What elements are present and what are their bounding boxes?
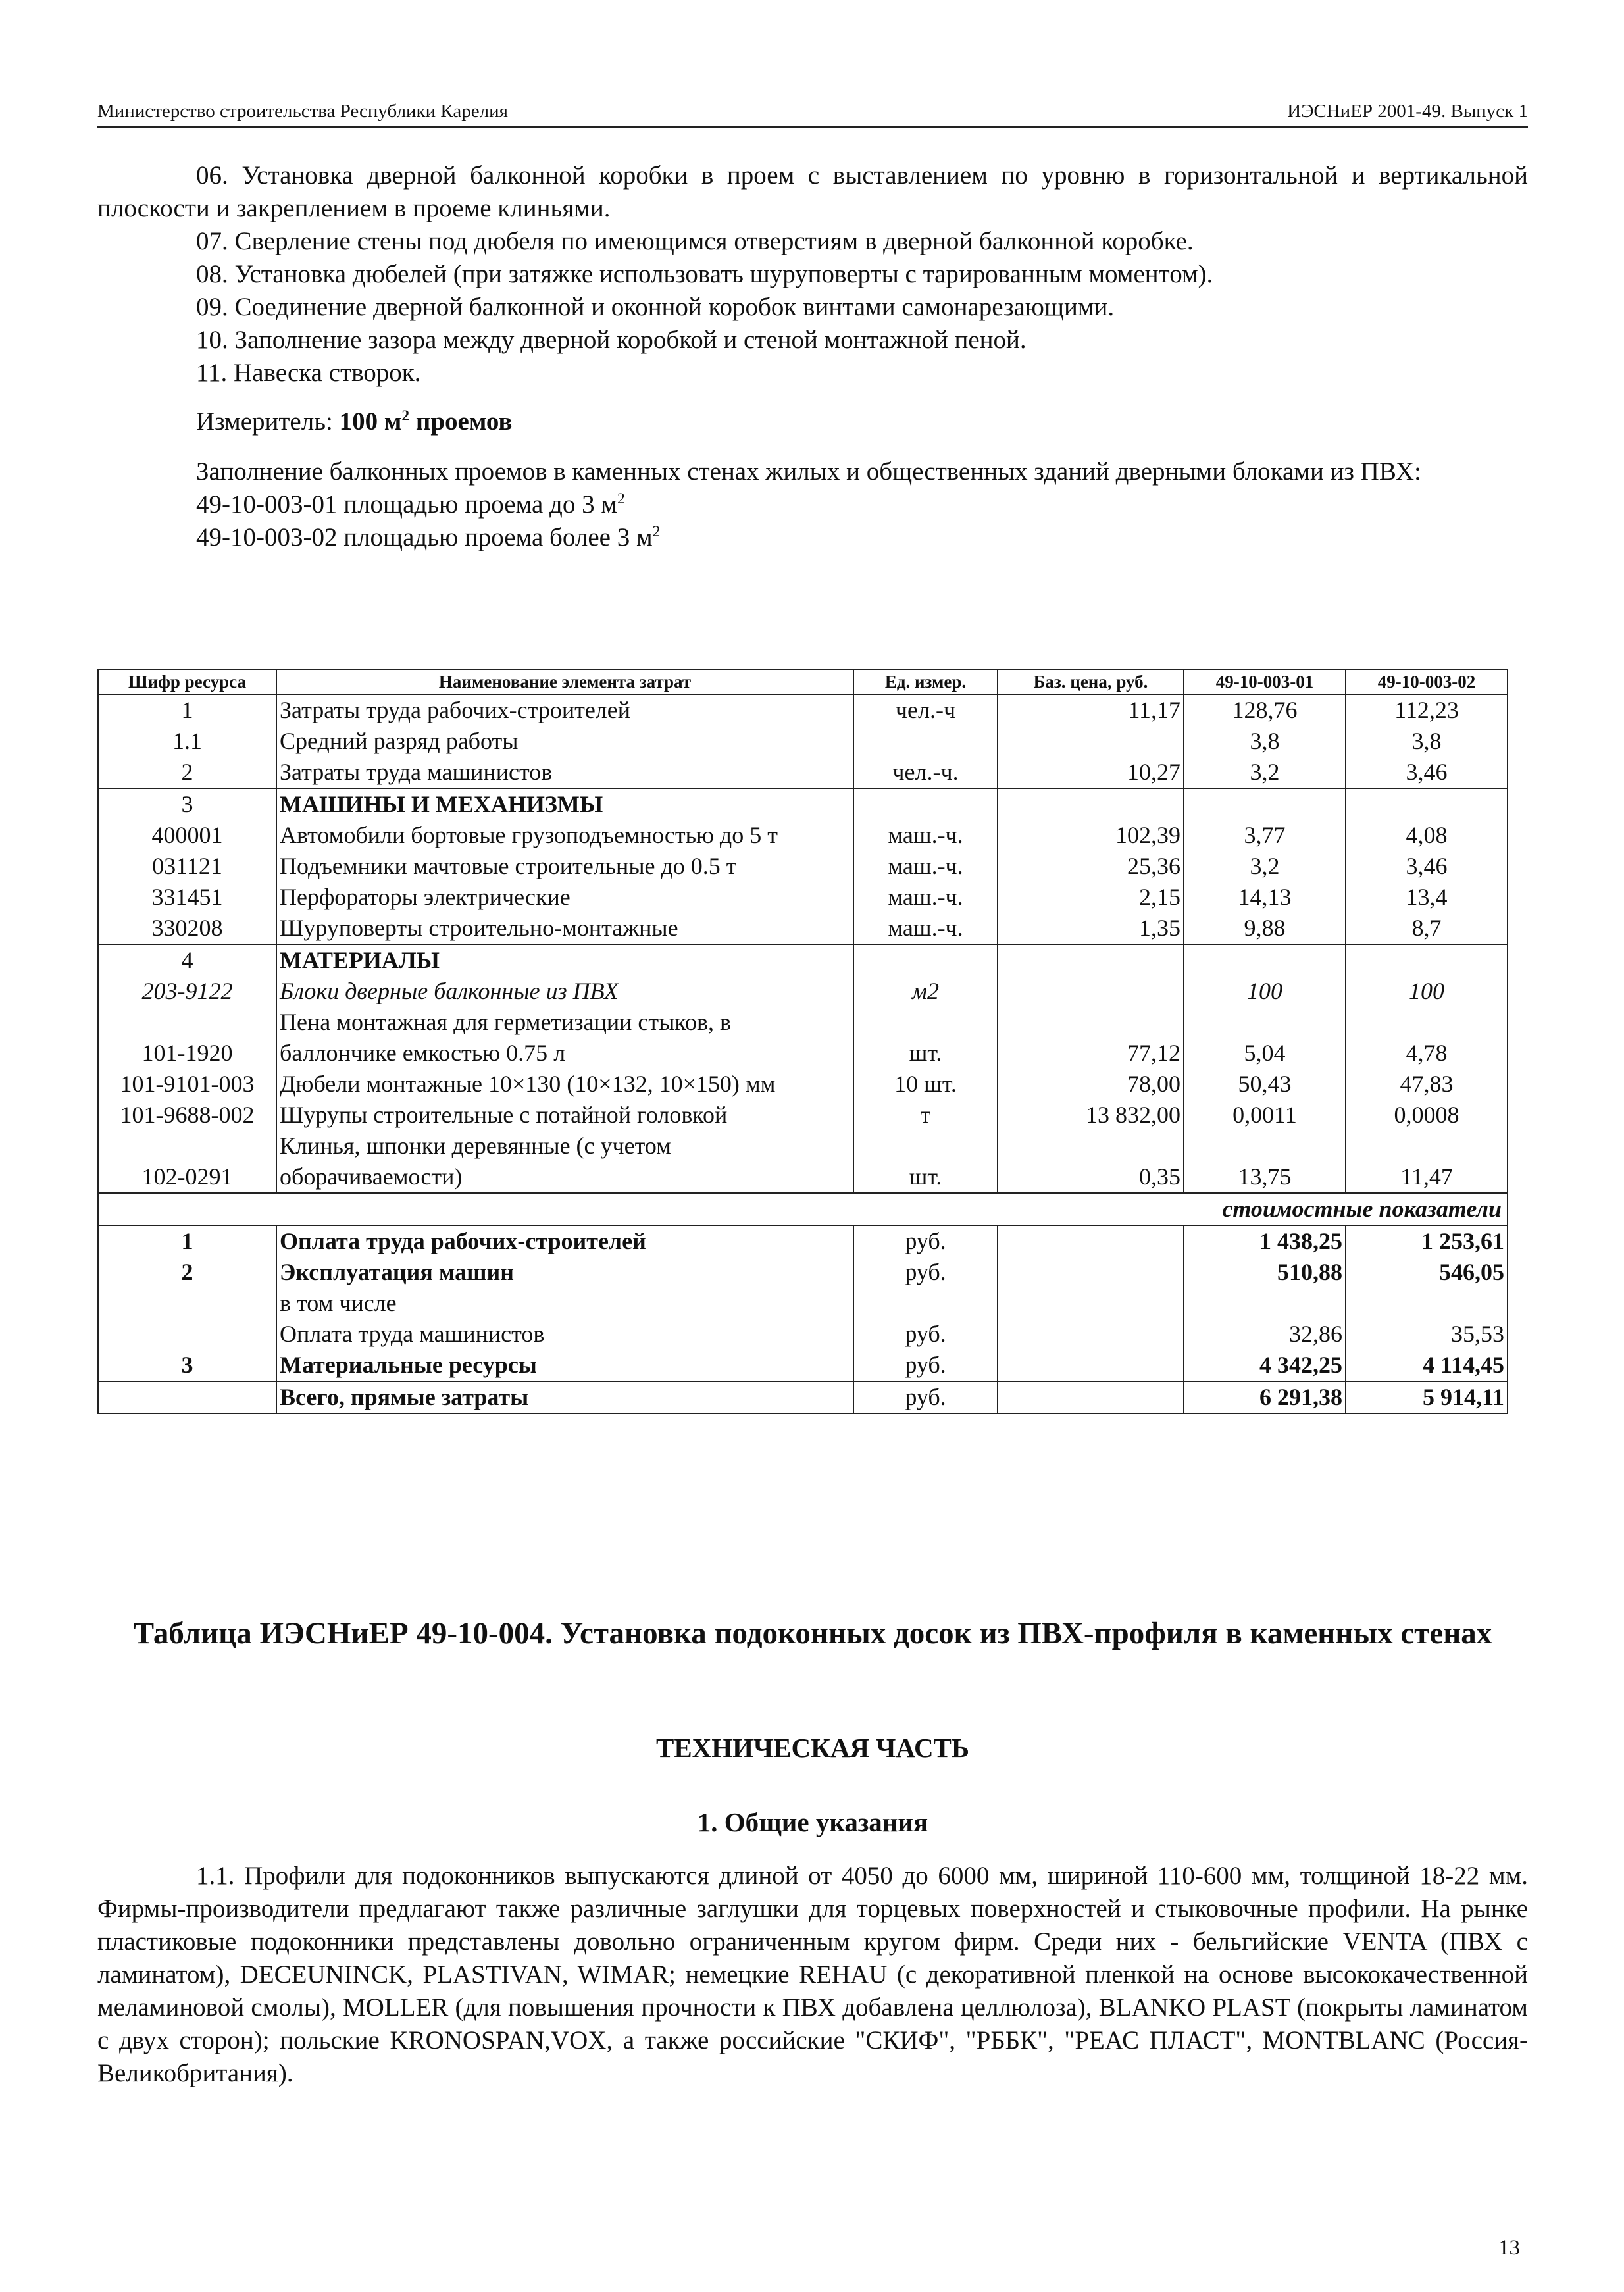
table-cell: 4,78: [1346, 1007, 1508, 1069]
tech-part-heading: ТЕХНИЧЕСКАЯ ЧАСТЬ: [655, 1733, 970, 1763]
code-line-02: 49-10-003-02 площадью проема более 3 $м^2$: [196, 523, 661, 551]
table-cell: руб.: [853, 1225, 998, 1257]
table-cell: 203-9122: [98, 976, 276, 1007]
table-cell: Клинья, шпонки деревянные (с учетом оборачиваемости): [276, 1131, 853, 1193]
table-cell: Шурупы строительные с потайной головкой: [276, 1100, 853, 1131]
table-cell: 2: [98, 1257, 276, 1288]
table-cell: 13,4: [1346, 882, 1508, 913]
table-cell: шт.: [853, 1131, 998, 1193]
table-cell: 3: [98, 1350, 276, 1381]
table-cell: [98, 1319, 276, 1350]
table-cell: 77,12: [998, 1007, 1184, 1069]
table-cell: 330208: [98, 913, 276, 944]
table-cell: Оплата труда машинистов: [276, 1319, 853, 1350]
table-cell: 3,2: [1184, 851, 1346, 882]
table-row: [98, 851, 1508, 882]
measure-line: [97, 405, 1528, 438]
cost-row: [98, 1319, 1508, 1350]
table-cell: 3: [98, 788, 276, 820]
table-cell: МАШИНЫ И МЕХАНИЗМЫ: [276, 788, 853, 820]
table-cell: Эксплуатация машин: [276, 1257, 853, 1288]
table-cell: 1: [98, 1225, 276, 1257]
section-title: Таблица ИЭСНиЕР 49-10-004. Установка подоконных досок из ПВХ-профиля в каменных стенах: [133, 1616, 1492, 1650]
table-cell: [998, 788, 1184, 820]
table-cell: руб.: [853, 1319, 998, 1350]
table-cell: 128,76: [1184, 694, 1346, 726]
table-cell: маш.-ч.: [853, 882, 998, 913]
cost-caption: стоимостные показатели: [98, 1193, 1508, 1225]
table-cell: 0,0008: [1346, 1100, 1508, 1131]
table-cell: 101-9101-003: [98, 1069, 276, 1100]
table-cell: Дюбели монтажные 10×130 (10×132, 10×150) мм: [276, 1069, 853, 1100]
table-cell: 546,05: [1346, 1257, 1508, 1288]
table-cell: 2: [98, 757, 276, 788]
table-row: [98, 913, 1508, 944]
table-cell: 100: [1346, 976, 1508, 1007]
table-cell: [998, 1257, 1184, 1288]
table-cell: 5 914,11: [1346, 1381, 1508, 1413]
cost-caption-row: [98, 1193, 1508, 1225]
table-row: [98, 820, 1508, 851]
resource-table: [97, 669, 1508, 1414]
table-cell: [998, 944, 1184, 976]
table-cell: [998, 976, 1184, 1007]
table-cell: 13 832,00: [998, 1100, 1184, 1131]
table-cell: 1 253,61: [1346, 1225, 1508, 1257]
table-cell: 1: [98, 694, 276, 726]
table-cell: 102,39: [998, 820, 1184, 851]
table-row: [98, 694, 1508, 726]
table-cell: 102-0291: [98, 1131, 276, 1193]
table-cell: маш.-ч.: [853, 820, 998, 851]
table-row: [98, 976, 1508, 1007]
table-cell: Оплата труда рабочих-строителей: [276, 1225, 853, 1257]
table-cell: 50,43: [1184, 1069, 1346, 1100]
table-cell: 4 342,25: [1184, 1350, 1346, 1381]
table-cell: 9,88: [1184, 913, 1346, 944]
code-line-01: 49-10-003-01 площадью проема до 3 $м^2$: [196, 490, 625, 519]
step-06: 06. Установка дверной балконной коробки в проем с выставлением по уровню в горизонтальной и вертикальной плоскости и закреплением в проеме клиньями.: [97, 161, 1528, 222]
col-header-name: Наименование элемента затрат: [276, 669, 853, 694]
table-cell: 4: [98, 944, 276, 976]
table-cell: 0,35: [998, 1131, 1184, 1193]
table-cell: т: [853, 1100, 998, 1131]
table-cell: [1184, 1288, 1346, 1319]
table-row: [98, 1131, 1508, 1193]
table-cell: 331451: [98, 882, 276, 913]
table-cell: МАТЕРИАЛЫ: [276, 944, 853, 976]
table-cell: руб.: [853, 1257, 998, 1288]
table-cell: 100: [1184, 976, 1346, 1007]
table-row: [98, 757, 1508, 788]
table-row: [98, 882, 1508, 913]
step-11: 11. Навеска створок.: [196, 359, 421, 387]
table-row: [98, 1069, 1508, 1100]
work-steps-section: [97, 159, 1528, 554]
table-cell: 101-9688-002: [98, 1100, 276, 1131]
table-cell: маш.-ч.: [853, 851, 998, 882]
table-cell: м2: [853, 976, 998, 1007]
table-cell: [998, 1319, 1184, 1350]
col-header-code-01: 49-10-003-01: [1184, 669, 1346, 694]
table-cell: 2,15: [998, 882, 1184, 913]
table-cell: 400001: [98, 820, 276, 851]
table-cell: [998, 1225, 1184, 1257]
table-cell: [1184, 944, 1346, 976]
table-cell: 031121: [98, 851, 276, 882]
table-cell: 8,7: [1346, 913, 1508, 944]
table-cell: 11,17: [998, 694, 1184, 726]
table-cell: [853, 726, 998, 757]
table-cell: 5,04: [1184, 1007, 1346, 1069]
table-cell: 78,00: [998, 1069, 1184, 1100]
table-cell: руб.: [853, 1381, 998, 1413]
table-cell: [998, 1381, 1184, 1413]
table-cell: [98, 1288, 276, 1319]
table-row-materials-heading: [98, 944, 1508, 976]
table-cell: в том числе: [276, 1288, 853, 1319]
table-cell: [998, 1288, 1184, 1319]
table-cell: 1 438,25: [1184, 1225, 1346, 1257]
table-cell: 35,53: [1346, 1319, 1508, 1350]
table-cell: 4 114,45: [1346, 1350, 1508, 1381]
cost-row: [98, 1288, 1508, 1319]
table-cell: руб.: [853, 1350, 998, 1381]
table-cell: Подъемники мачтовые строительные до 0.5 т: [276, 851, 853, 882]
measure-label: Измеритель:: [196, 407, 333, 436]
table-cell: [998, 726, 1184, 757]
table-cell: Автомобили бортовые грузоподъемностью до 5 т: [276, 820, 853, 851]
col-header-unit: Ед. измер.: [853, 669, 998, 694]
table-cell: [98, 1381, 276, 1413]
table-cell: 11,47: [1346, 1131, 1508, 1193]
table-cell: [1346, 788, 1508, 820]
table-cell: Средний разряд работы: [276, 726, 853, 757]
table-cell: [1346, 1288, 1508, 1319]
col-header-code: Шифр ресурса: [98, 669, 276, 694]
table-cell: 10,27: [998, 757, 1184, 788]
table-cell: [853, 944, 998, 976]
table-cell: Затраты труда рабочих-строителей: [276, 694, 853, 726]
table-cell: 47,83: [1346, 1069, 1508, 1100]
table-cell: [1184, 788, 1346, 820]
table-header-row: [98, 669, 1508, 694]
cost-row: [98, 1350, 1508, 1381]
table-cell: чел.-ч: [853, 694, 998, 726]
step-07: 07. Сверление стены под дюбеля по имеющимся отверстиям в дверной балконной коробке.: [196, 227, 1194, 255]
table-cell: 101-1920: [98, 1007, 276, 1069]
step-10: 10. Заполнение зазора между дверной коробкой и стеной монтажной пеной.: [196, 326, 1027, 354]
table-cell: Блоки дверные балконные из ПВХ: [276, 976, 853, 1007]
header-ministry: Министерство строительства Республики Карелия: [97, 101, 508, 122]
table-row: [98, 1100, 1508, 1131]
table-cell: 510,88: [1184, 1257, 1346, 1288]
table-cell: Пена монтажная для герметизации стыков, в баллончике емкостью 0.75 л: [276, 1007, 853, 1069]
table-cell: 10 шт.: [853, 1069, 998, 1100]
col-header-code-02: 49-10-003-02: [1346, 669, 1508, 694]
table-row: [98, 1007, 1508, 1069]
cost-row-total: [98, 1381, 1508, 1413]
intro-text: Заполнение балконных проемов в каменных стенах жилых и общественных зданий дверными блоками из ПВХ:: [196, 457, 1421, 486]
cost-row: [98, 1257, 1508, 1288]
table-cell: Затраты труда машинистов: [276, 757, 853, 788]
table-cell: [853, 788, 998, 820]
table-cell: 0,0011: [1184, 1100, 1346, 1131]
table-cell: 14,13: [1184, 882, 1346, 913]
table-cell: Шуруповерты строительно-монтажные: [276, 913, 853, 944]
table-cell: [853, 1288, 998, 1319]
table-cell: 25,36: [998, 851, 1184, 882]
general-heading: 1. Общие указания: [697, 1807, 928, 1837]
table-cell: 3,46: [1346, 851, 1508, 882]
page-number: 13: [1498, 2236, 1520, 2260]
table-cell: 6 291,38: [1184, 1381, 1346, 1413]
running-header: [97, 96, 1528, 128]
table-cell: 1.1: [98, 726, 276, 757]
table-cell: 32,86: [1184, 1319, 1346, 1350]
step-09: 09. Соединение дверной балконной и оконной коробок винтами самонарезающими.: [196, 293, 1115, 321]
table-cell: маш.-ч.: [853, 913, 998, 944]
col-header-price: Баз. цена, руб.: [998, 669, 1184, 694]
general-paragraph: 1.1. Профили для подоконников выпускаются длиной от 4050 до 6000 мм, шириной 110-600 мм, толщиной 18-22 мм. Фирмы-производители предлагают также различные заглушки для торцевых поверхностей и стыковочные профили. На рынке пластиковые подоконники представлены довольно ограниченным кругом фирм. Среди них - бельгийские VENTA (ПВХ с ламинатом), DECEUNINCK, PLASTIVAN, WIMAR; немецкие REHAU (с декоративной пленкой на основе высококачественной меламиновой смолы), MOLLER (для повышения прочности к ПВХ добавлена целлюлоза), BLANKO PLAST (покрыты ламинатом с двух сторон); польские KRONOSPAN,VOX, а также российские "СКИФ", "РББК", "РЕАС ПЛАСТ", MONTBLANC (Россия- Великобритания).: [97, 1862, 1528, 2087]
table-cell: 1,35: [998, 913, 1184, 944]
table-cell: Всего, прямые затраты: [276, 1381, 853, 1413]
table-row: [98, 726, 1508, 757]
table-cell: Материальные ресурсы: [276, 1350, 853, 1381]
table-cell: чел.-ч.: [853, 757, 998, 788]
header-issue: ИЭСНиЕР 2001-49. Выпуск 1: [1287, 101, 1528, 122]
table-cell: 112,23: [1346, 694, 1508, 726]
measure-value: 100 $м^2$ проемов: [339, 407, 513, 436]
table-cell: Перфораторы электрические: [276, 882, 853, 913]
table-cell: 3,8: [1184, 726, 1346, 757]
cost-row: [98, 1225, 1508, 1257]
table-cell: 3,8: [1346, 726, 1508, 757]
table-cell: [998, 1350, 1184, 1381]
table-cell: 3,46: [1346, 757, 1508, 788]
table-cell: 4,08: [1346, 820, 1508, 851]
table-cell: 3,2: [1184, 757, 1346, 788]
table-row-machines-heading: [98, 788, 1508, 820]
table-cell: [1346, 944, 1508, 976]
table-cell: 3,77: [1184, 820, 1346, 851]
table-cell: шт.: [853, 1007, 998, 1069]
table-cell: 13,75: [1184, 1131, 1346, 1193]
step-08: 08. Установка дюбелей (при затяжке использовать шуруповерты с тарированным моментом).: [196, 260, 1213, 288]
